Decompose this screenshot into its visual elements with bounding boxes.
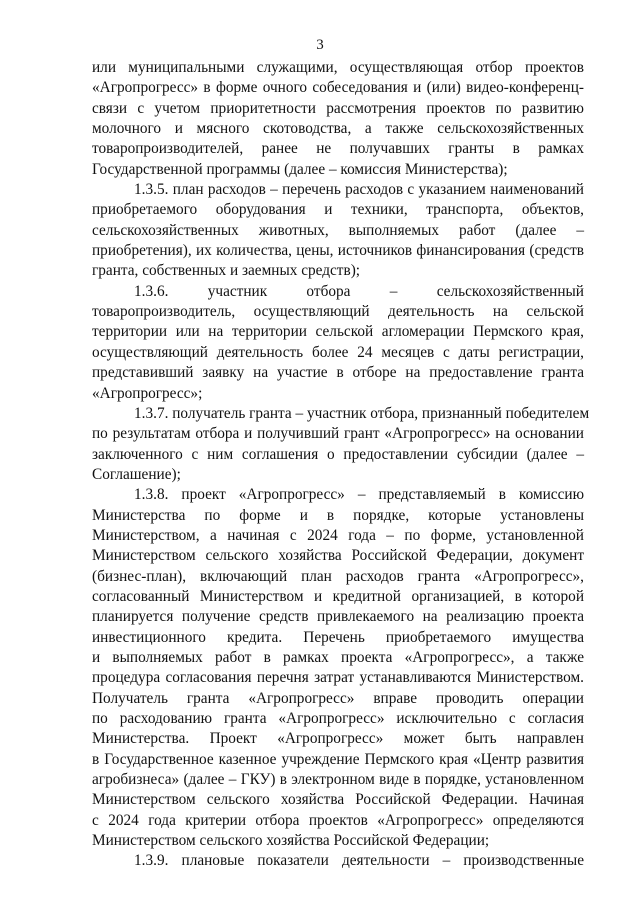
page-number: 3 [316,37,324,53]
text-line: по расходованию гранта «Агропрогресс» исключительно с согласия [92,710,584,727]
text-line: заключенного с ним соглашения о предоставлении субсидии (далее – [92,445,584,463]
text-line: сельскохозяйственных животных, выполняемых работ (далее – [92,221,584,239]
paragraph-p-1-3-4-cont [92,58,584,180]
text-line: Министерством, а начиная с 2024 года – по форме, установленной [92,526,584,544]
text-line: приобретаемого оборудования и техники, транспорта, объектов, [92,201,584,219]
text-line: по результатам отбора и получивший грант «Агропрогресс» на основании [92,425,584,443]
text-line: инвестиционного кредита. Перечень приобретаемого имущества [92,628,584,646]
text-line: приобретения), их количества, цены, источников финансирования (средств [92,242,584,260]
text-line: Министерством сельского хозяйства Российской Федерации. Начиная [92,791,584,809]
paragraph-p-1-3-6 [92,282,584,404]
paragraph-p-1-3-5 [92,180,584,282]
paragraph-p-1-3-9 [92,851,584,871]
paragraph-p-1-3-8 [92,485,584,851]
text-line: планируется получение средств привлекаемого на реализацию проекта [92,608,584,626]
text-line: «Агропрогресс»; [92,384,203,402]
text-line: (бизнес-план), включающий план расходов гранта «Агропрогресс», [92,567,584,585]
text-line: «Агропрогресс» в форме очного собеседования и (или) видео-конференц- [92,79,584,97]
text-line: связи с учетом приоритетности рассмотрения проектов по развитию [92,99,584,117]
text-line: 1.3.6. участник отбора – сельскохозяйственный [134,282,584,300]
text-line: процедура согласования перечня затрат устанавливаются Министерством. [92,669,584,687]
text-line: территории или на территории сельской агломерации Пермского края, [92,323,584,341]
text-line: Получатель гранта «Агропрогресс» вправе проводить операции [92,689,584,707]
text-line: Министерством сельского хозяйства Российской Федерации; [92,832,490,850]
text-line: в Государственное казенное учреждение Пермского края «Центр развития [92,750,584,768]
text-line: товаропроизводителей, ранее не получавших гранты в рамках [92,140,584,158]
text-line: Министерства. Проект «Агропрогресс» может быть направлен [92,730,584,748]
text-line: товаропроизводитель, осуществляющий деятельность на сельской [92,303,584,321]
paragraph-p-1-3-7 [92,404,590,485]
document-body [92,58,590,872]
text-line: молочного и мясного скотоводства, а также сельскохозяйственных [92,120,584,138]
text-line: Соглашение); [92,465,181,483]
text-line: 1.3.8. проект «Агропрогресс» – представляемый в комиссию [134,486,584,504]
text-line: 1.3.9. плановые показатели деятельности – производственные [134,852,584,870]
text-line: 1.3.7. получатель гранта – участник отбора, признанный победителем [134,404,590,422]
text-line: с 2024 года критерии отбора проектов «Агропрогресс» определяются [92,811,584,829]
text-line: и выполняемых работ в рамках проекта «Агропрогресс», а также [92,648,584,666]
text-line: осуществляющий деятельность более 24 месяцев с даты регистрации, [92,343,584,361]
text-line: агробизнеса» (далее – ГКУ) в электронном виде в порядке, установленном [92,771,584,789]
text-line: или муниципальными служащими, осуществляющая отбор проектов [92,59,584,76]
text-line: 1.3.5. план расходов – перечень расходов с указанием наименований [134,181,584,199]
text-line: Государственной программы (далее – комиссия Министерства); [92,160,508,178]
text-line: Министерства по форме и в порядке, которые установлены [92,506,584,524]
text-line: Министерством сельского хозяйства Российской Федерации, документ [92,547,584,565]
text-line: представивший заявку на участие в отборе на предоставление гранта [92,364,584,382]
text-line: согласованный Министерством и кредитной организацией, в которой [92,587,584,605]
text-line: гранта, собственных и заемных средств); [92,262,361,280]
